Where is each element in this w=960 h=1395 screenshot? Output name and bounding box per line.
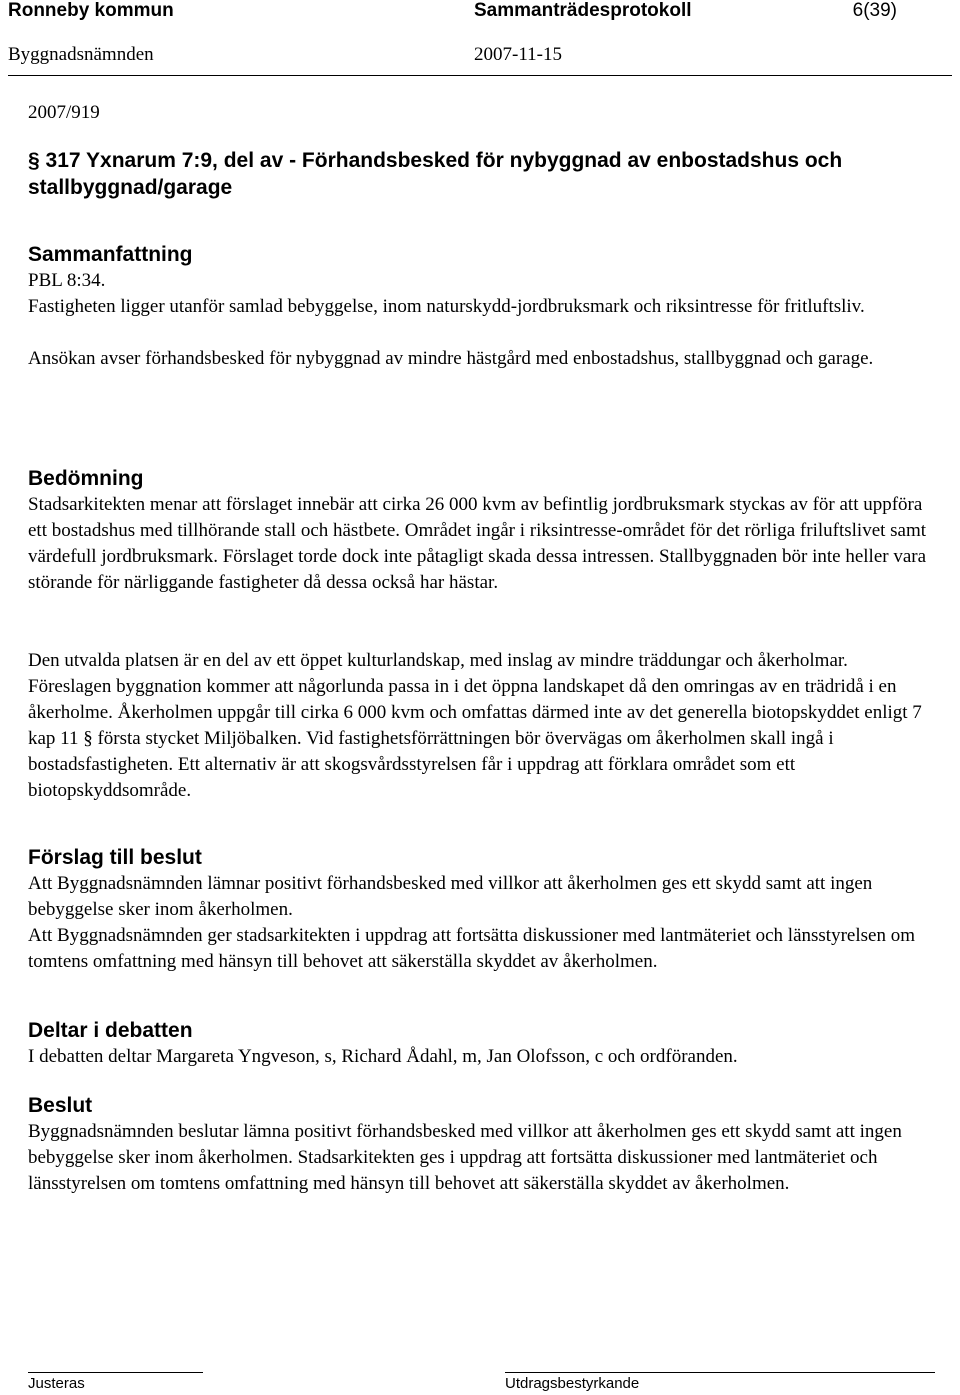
paragraph: Byggnadsnämnden beslutar lämna positivt förhandsbesked med villkor att åkerholmen ges ett skydd samt att ingen bebyggelse sker inom åkerholmen. Stadsarkitekten ges i uppdrag att fortsätta diskussioner med lantmäteriet och länsstyrelsen om tomtens omfattning med hänsyn till behovet att säkerställa skyddet av åkerholmen. [28,1121,902,1194]
header-divider [8,75,952,76]
section-heading: Sammanfattning [28,243,193,266]
paragraph: Fastigheten ligger utanför samlad bebyggelse, inom naturskydd-jordbruksmark och riksintresse för fritluftsliv. [28,296,865,317]
paragraph: Stadsarkitekten menar att förslaget innebär att cirka 26 000 kvm av befintlig jordbruksmark styckas av för att uppföra ett bostadshus med tillhörande stall och hästbete. Området ingår i riksintresse-området för det rörliga friluftslivet samt värdefull jordbruksmark. Förslaget torde dock inte påtagligt skada dessa intressen. Stallbyggnaden bör inte heller vara störande för närliggande fastigheter då dessa också har hästar. [28,494,927,593]
paragraph: PBL 8:34. [28,270,106,291]
section-bedomning-continued [28,648,933,804]
section-forslag-till-beslut [28,845,933,975]
paragraph: Att Byggnadsnämnden ger stadsarkitekten i uppdrag att fortsätta diskussioner med lantmäteriet och länsstyrelsen om tomtens omfattning med hänsyn till behovet att säkerställa skyddet av åkerholmen. [28,925,915,972]
header-doc-type: Sammanträdesprotokoll [474,0,692,21]
case-reference: 2007/919 [28,102,100,123]
section-heading: Beslut [28,1094,93,1117]
header-date: 2007-11-15 [474,44,562,65]
section-heading: Deltar i debatten [28,1019,193,1042]
paragraph: Den utvalda platsen är en del av ett öppet kulturlandskap, med inslag av mindre träddungar och åkerholmar. Föreslagen byggnation kommer att någorlunda passa in i det öppna landskapet då den omringas av en trädridå i en åkerholme. Åkerholmen uppgår till cirka 6 000 kvm och omfattas därmed inte av det generella biotopskyddet enligt 7 kap 11 § första stycket Miljöbalken. Vid fastighetsförrättningen bör övervägas om åkerholmen skall ingå i bostadsfastigheten. Ett alternativ är att skogsvårdsstyrelsen får i uppdrag att förklara området som ett biotopskyddsområde. [28,650,922,801]
section-sammanfattning [28,242,933,372]
footer-justeras-label: Justeras [28,1375,85,1392]
header-board: Byggnadsnämnden [8,44,154,65]
case-title-line-2: stallbyggnad/garage [28,176,233,199]
case-title [28,147,933,201]
footer-signature-line-utdrag [505,1372,935,1374]
header-page-number: 6(39) [852,0,897,21]
section-heading: Förslag till beslut [28,846,202,869]
paragraph: Ansökan avser förhandsbesked för nybyggnad av mindre hästgård med enbostadshus, stallbyggnad och garage. [28,348,874,369]
section-deltar-i-debatten [28,1018,933,1070]
paragraph: I debatten deltar Margareta Yngveson, s, Richard Ådahl, m, Jan Olofsson, c och ordföranden. [28,1046,738,1067]
footer-signature-line-justeras [28,1372,203,1374]
section-heading: Bedömning [28,467,144,490]
section-bedomning [28,466,933,596]
section-beslut [28,1093,933,1197]
footer-utdragsbestyrkande-label: Utdragsbestyrkande [505,1375,640,1392]
case-title-line-1: § 317 Yxnarum 7:9, del av - Förhandsbesked för nybyggnad av enbostadshus och [28,149,843,172]
paragraph: Att Byggnadsnämnden lämnar positivt förhandsbesked med villkor att åkerholmen ges ett skydd samt att ingen bebyggelse sker inom åkerholmen. [28,873,873,920]
header-org: Ronneby kommun [8,0,174,21]
